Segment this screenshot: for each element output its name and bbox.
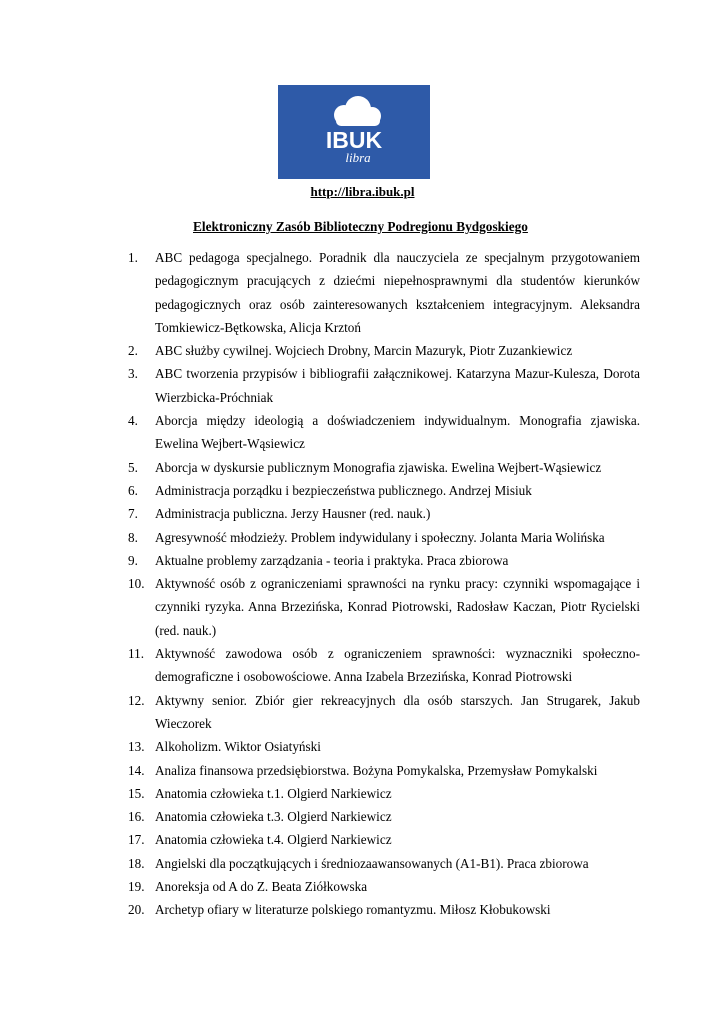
list-item	[128, 339, 640, 362]
list-item	[128, 782, 640, 805]
list-item-number: 10.	[128, 576, 145, 592]
list-item	[128, 362, 640, 409]
list-item-number: 7.	[128, 506, 138, 522]
list-item	[128, 875, 640, 898]
list-item-text: Analiza finansowa przedsiębiorstwa. Bożyna Pomykalska, Przemysław Pomykalski	[155, 762, 598, 778]
list-item-number: 13.	[128, 739, 145, 755]
list-item-text: Aktualne problemy zarządzania - teoria i praktyka. Praca zbiorowa	[155, 552, 509, 568]
list-item-number: 19.	[128, 879, 145, 895]
list-item-number: 6.	[128, 482, 138, 498]
list-item	[128, 549, 640, 572]
list-item-number: 20.	[128, 902, 145, 918]
list-item	[128, 735, 640, 758]
list-item-number: 2.	[128, 343, 138, 359]
cloud-logo-icon	[278, 85, 430, 179]
list-item-number: 18.	[128, 855, 145, 871]
list-item-text: Aktywność zawodowa osób z ograniczeniem sprawności: wyznaczniki społeczno-demograficzne i osobowościowe. Anna Izabela Brzezińska, Konrad Piotrowski	[155, 646, 640, 685]
list-item-number: 3.	[128, 366, 138, 382]
library-url-link[interactable]: http://libra.ibuk.pl	[310, 184, 415, 199]
list-item-number: 8.	[128, 529, 138, 545]
page-heading: Elektroniczny Zasób Biblioteczny Podregionu Bydgoskiego	[193, 219, 528, 234]
list-item	[128, 805, 640, 828]
list-item-text: Agresywność młodzieży. Problem indywidulany i społeczny. Jolanta Maria Wolińska	[155, 529, 605, 545]
list-item-text: Aborcja w dyskursie publicznym Monografia zjawiska. Ewelina Wejbert-Wąsiewicz	[155, 459, 602, 475]
list-item-text: Archetyp ofiary w literaturze polskiego romantyzmu. Miłosz Kłobukowski	[155, 902, 551, 918]
list-item-text: Alkoholizm. Wiktor Osiatyński	[155, 739, 321, 755]
ibuk-libra-logo	[278, 85, 430, 179]
list-item	[128, 572, 640, 642]
list-item	[128, 502, 640, 525]
logo-sub: libra	[345, 150, 371, 165]
list-item	[128, 456, 640, 479]
list-item-text: Anatomia człowieka t.1. Olgierd Narkiewicz	[155, 785, 392, 801]
list-item	[128, 642, 640, 689]
list-item	[128, 852, 640, 875]
list-item	[128, 246, 640, 339]
list-item-text: Aborcja między ideologią a doświadczeniem indywidualnym. Monografia zjawiska. Ewelina Wejbert-Wąsiewicz	[155, 413, 640, 452]
list-item-text: Administracja publiczna. Jerzy Hausner (red. nauk.)	[155, 506, 431, 522]
list-item	[128, 409, 640, 456]
list-item-number: 12.	[128, 692, 145, 708]
list-item-number: 14.	[128, 762, 145, 778]
logo-name: IBUK	[325, 127, 383, 153]
list-item-number: 1.	[128, 250, 138, 265]
list-item-text: ABC pedagoga specjalnego. Poradnik dla nauczyciela ze specjalnym przygotowaniem pedagogicznym pracujących z dziećmi niepełnosprawnymi dla studentów kierunków pedagogicznych oraz osób zainteresowanych kształceniem integracyjnym. Aleksandra Tomkiewicz-Bętkowska, Alicja Krztoń	[155, 250, 640, 335]
list-item	[128, 828, 640, 851]
list-item-number: 17.	[128, 832, 145, 848]
list-item-text: Aktywność osób z ograniczeniami sprawności na rynku pracy: czynniki wspomagające i czynniki ryzyka. Anna Brzezińska, Konrad Piotrowski, Radosław Kaczan, Piotr Rycielski (red. nauk.)	[155, 576, 640, 638]
list-item-text: Anatomia człowieka t.3. Olgierd Narkiewicz	[155, 809, 392, 825]
list-item	[128, 759, 640, 782]
list-item-text: Aktywny senior. Zbiór gier rekreacyjnych dla osób starszych. Jan Strugarek, Jakub Wieczorek	[155, 692, 640, 731]
list-item	[128, 526, 640, 549]
list-item-number: 11.	[128, 646, 144, 662]
list-item	[128, 479, 640, 502]
list-item	[128, 689, 640, 736]
list-item-text: ABC tworzenia przypisów i bibliografii załącznikowej. Katarzyna Mazur-Kulesza, Dorota Wierzbicka-Próchniak	[155, 366, 640, 405]
list-item-text: Administracja porządku i bezpieczeństwa publicznego. Andrzej Misiuk	[155, 482, 532, 498]
list-item-number: 5.	[128, 459, 138, 475]
list-item-number: 4.	[128, 413, 138, 429]
book-list	[128, 246, 640, 922]
list-item-text: ABC służby cywilnej. Wojciech Drobny, Marcin Mazuryk, Piotr Zuzankiewicz	[155, 343, 573, 359]
list-item	[128, 898, 640, 921]
list-item-number: 9.	[128, 552, 138, 568]
list-item-number: 15.	[128, 785, 145, 801]
list-item-text: Anoreksja od A do Z. Beata Ziółkowska	[155, 879, 368, 895]
list-item-text: Angielski dla początkujących i średniozaawansowanych (A1-B1). Praca zbiorowa	[155, 855, 589, 871]
list-item-number: 16.	[128, 809, 145, 825]
list-item-text: Anatomia człowieka t.4. Olgierd Narkiewicz	[155, 832, 392, 848]
